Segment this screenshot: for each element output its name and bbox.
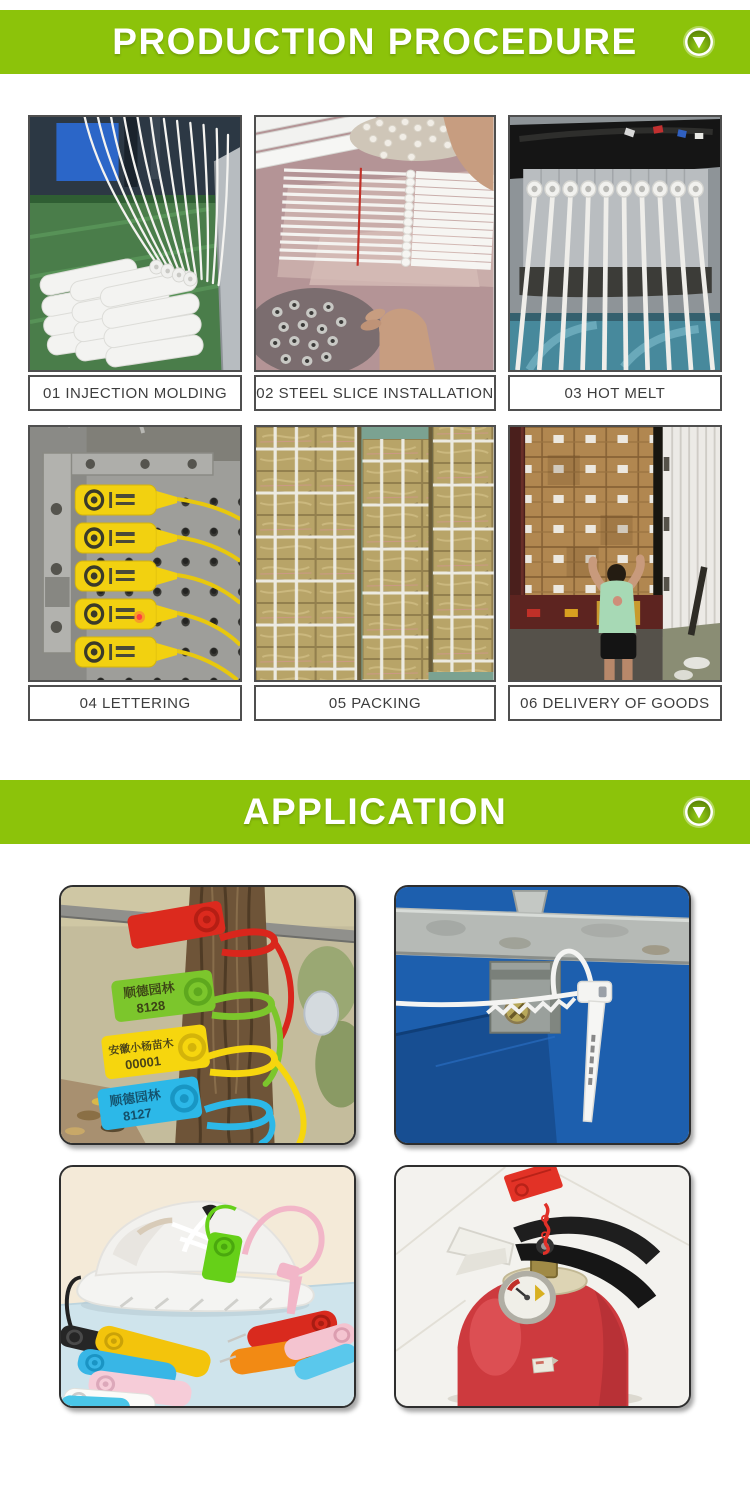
production-step-lettering [28, 425, 242, 721]
photo-hot-melt [508, 115, 722, 372]
lettering-illustration [30, 427, 240, 680]
step-caption: 05 PACKING [254, 685, 495, 721]
down-arrow-circle-icon [682, 25, 716, 59]
step-caption: 01 INJECTION MOLDING [28, 375, 242, 411]
tree-seal-tags-illustration [61, 887, 354, 1143]
production-step-steel-slice [254, 115, 495, 411]
production-steps-grid [0, 115, 750, 721]
fire-extinguisher-seal-illustration [396, 1167, 689, 1406]
packing-illustration [256, 427, 493, 680]
tree-tag-cyan-line2: 8127 [122, 1105, 153, 1124]
tree-tag-green-line2: 8128 [135, 997, 166, 1016]
tree-tag-yellow-line1: 安徽小杨苗木 [107, 1037, 175, 1058]
delivery-illustration [510, 427, 720, 680]
sneaker-seals-illustration [61, 1167, 354, 1406]
production-step-delivery [508, 425, 722, 721]
step-caption: 04 LETTERING [28, 685, 242, 721]
injection-molding-illustration [30, 117, 240, 370]
photo-sneaker-seals [59, 1165, 356, 1408]
photo-fire-extinguisher-seal [394, 1165, 691, 1408]
photo-delivery-of-goods [508, 425, 722, 682]
production-procedure-banner [0, 10, 750, 74]
photo-lettering [28, 425, 242, 682]
production-step-injection-molding [28, 115, 242, 411]
machine-bracket-seal-illustration [396, 887, 689, 1143]
application-banner [0, 780, 750, 844]
photo-machine-bracket-seal [394, 885, 691, 1145]
step-caption: 06 DELIVERY OF GOODS [508, 685, 722, 721]
tree-tag-green-line1: 顺德园林 [122, 979, 176, 1001]
application-photos-grid [0, 885, 750, 1408]
hot-melt-illustration [510, 117, 720, 370]
application-title: APPLICATION [242, 791, 508, 832]
tree-tag-yellow-line2: 00001 [124, 1053, 162, 1073]
production-procedure-title: PRODUCTION PROCEDURE [112, 21, 638, 62]
tree-tag-cyan-line1: 顺德园林 [108, 1086, 162, 1109]
photo-injection-molding [28, 115, 242, 372]
photo-steel-slice-installation [254, 115, 495, 372]
production-step-hot-melt [508, 115, 722, 411]
production-step-packing [254, 425, 495, 721]
steel-slice-illustration [256, 117, 493, 370]
photo-packing [254, 425, 495, 682]
step-caption: 02 STEEL SLICE INSTALLATION [254, 375, 495, 411]
step-caption: 03 HOT MELT [508, 375, 722, 411]
down-arrow-circle-icon [682, 795, 716, 829]
photo-tree-seal-tags [59, 885, 356, 1145]
page-bottom-spacer [0, 1408, 750, 1492]
product-page-section [0, 10, 750, 1492]
